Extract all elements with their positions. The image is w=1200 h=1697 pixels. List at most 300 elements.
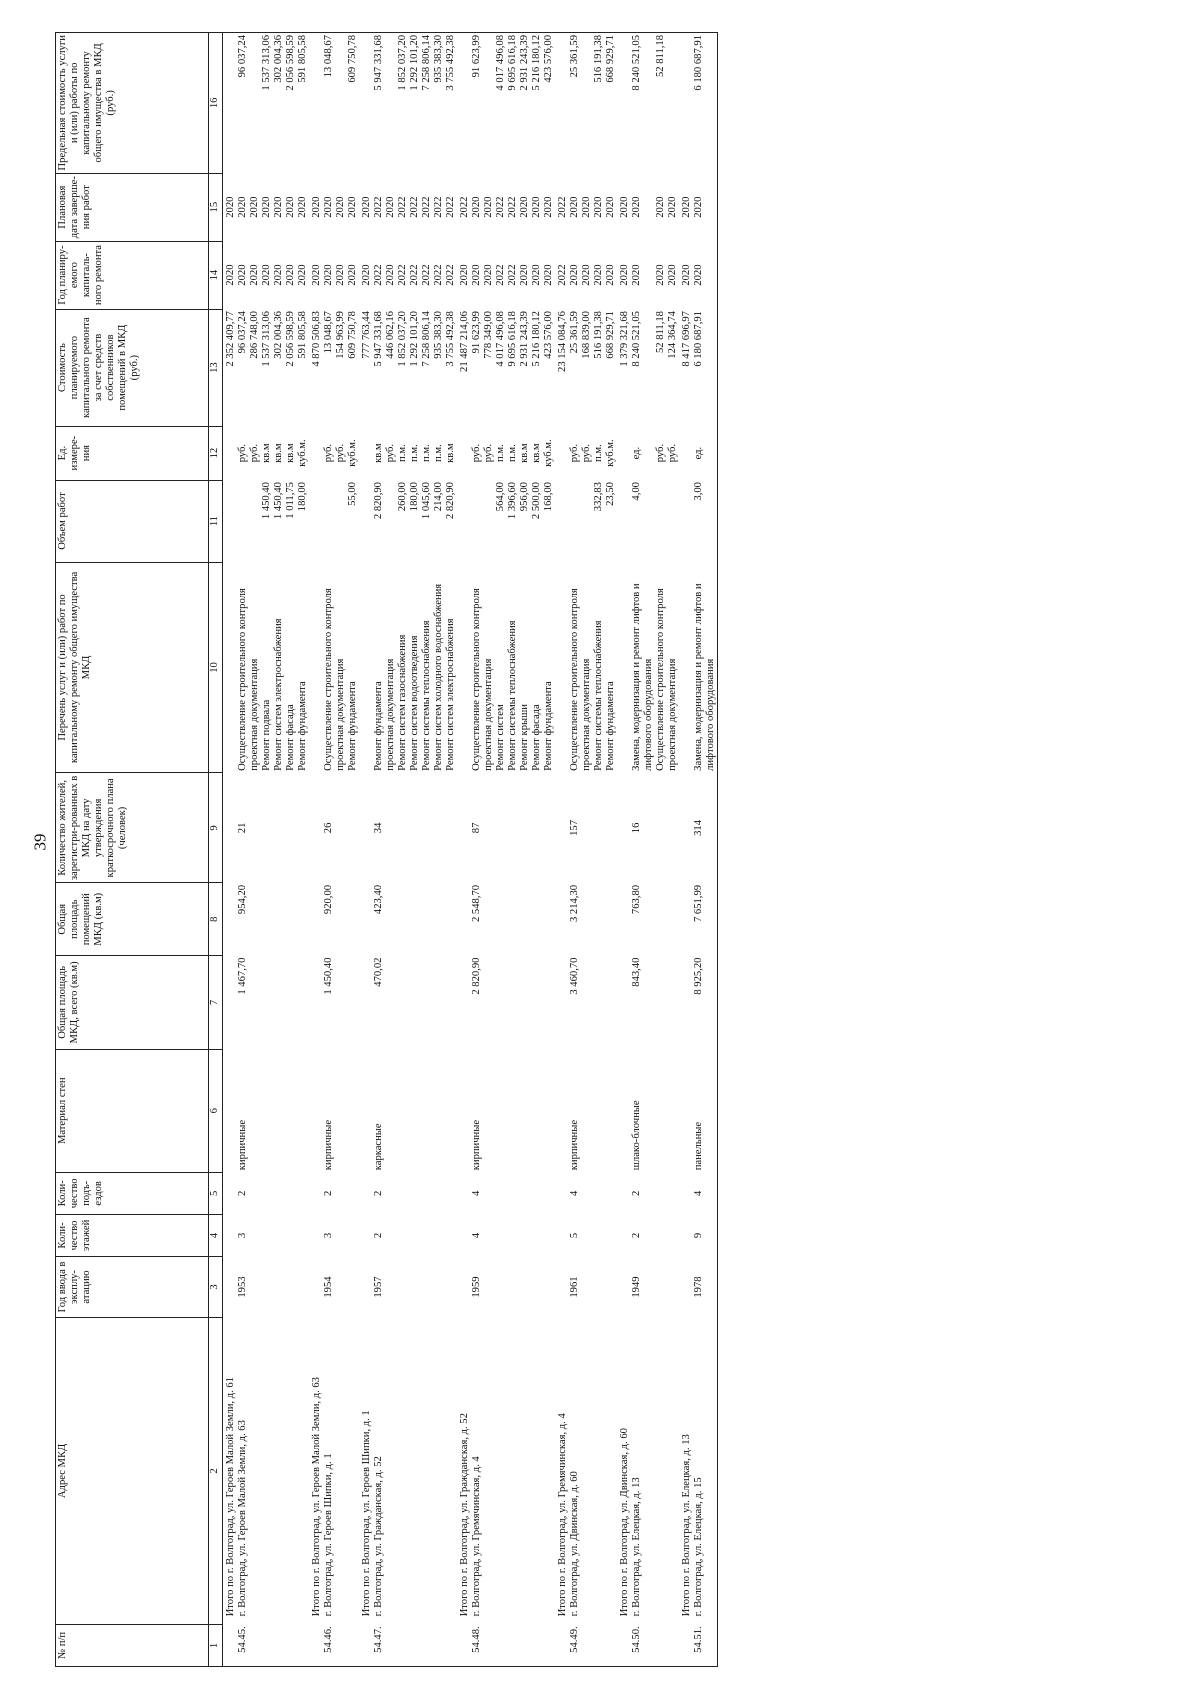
col-header-1: № п/п: [56, 1624, 209, 1666]
address-cell: [655, 1317, 667, 1624]
total-area-cell: [581, 956, 593, 1050]
total-row: [223, 33, 238, 1667]
row-number-cell: 54.48.: [471, 1624, 483, 1666]
work-volume-cell: [555, 480, 569, 562]
repair-year-cell: 2020: [543, 264, 554, 286]
entrance-count-cell: [605, 1172, 617, 1214]
address-cell: г. Волгоград, ул. Гражданская, д. 52: [373, 1456, 384, 1617]
work-item-cell: [457, 562, 471, 773]
completion-date-cell: 2020: [285, 196, 296, 218]
address-cell: [519, 1317, 531, 1624]
row-number-cell: [273, 1624, 285, 1666]
col-header-4: Коли-чество этажей: [56, 1214, 209, 1256]
premises-area-cell: [297, 883, 309, 956]
work-volume-cell: 180,00: [297, 482, 308, 512]
max-cost-cell: 96 037,24: [237, 33, 249, 174]
entrance-count-cell: 2: [631, 1190, 642, 1196]
resident-count-cell: [385, 773, 397, 883]
year-built-cell: [335, 1257, 347, 1318]
resident-count-cell: 26: [323, 822, 334, 834]
premises-area-cell: [223, 883, 238, 956]
repair-year-cell: 2020: [311, 264, 322, 286]
entrance-count-cell: [555, 1172, 569, 1214]
address-cell: [285, 1317, 297, 1624]
premises-area-cell: [385, 883, 397, 956]
max-cost-cell: [679, 33, 693, 174]
work-volume-cell: 4,00: [631, 482, 642, 501]
floor-count-cell: [347, 1214, 359, 1256]
max-cost-cell: [309, 33, 323, 174]
floor-count-cell: [433, 1214, 445, 1256]
max-cost-cell: 2 056 598,59: [285, 33, 297, 174]
row-number-cell: [347, 1624, 359, 1666]
unit-cell: [457, 426, 471, 480]
year-built-cell: 1953: [237, 1276, 248, 1298]
resident-count-cell: [667, 773, 679, 883]
year-built-cell: [531, 1257, 543, 1318]
premises-area-cell: [495, 883, 507, 956]
max-cost-cell: 935 383,30: [433, 33, 445, 174]
completion-date-cell: 2020: [385, 196, 396, 218]
table-row: [569, 33, 581, 1667]
entrance-count-cell: 2: [323, 1190, 334, 1196]
premises-area-cell: [543, 883, 555, 956]
work-item-cell: Ремонт систем электроснабжения: [445, 618, 456, 771]
work-item-cell: Ремонт фундамента: [605, 681, 616, 771]
floor-count-cell: [409, 1214, 421, 1256]
address-cell: [397, 1317, 409, 1624]
max-cost-cell: 2 931 243,39: [519, 33, 531, 174]
work-volume-cell: 23,50: [605, 482, 616, 506]
row-number-cell: [581, 1624, 593, 1666]
wall-material-cell: [581, 1049, 593, 1172]
table-row: [421, 33, 433, 1667]
completion-date-cell: 2020: [631, 196, 642, 218]
year-built-cell: [519, 1257, 531, 1318]
year-built-cell: [617, 1257, 631, 1318]
entrance-count-cell: [519, 1172, 531, 1214]
max-cost-cell: 609 750,78: [347, 33, 359, 174]
year-built-cell: [667, 1257, 679, 1318]
planned-cost-cell: 91 623,99: [471, 311, 482, 354]
resident-count-cell: 157: [569, 819, 580, 836]
total-area-cell: 8 925,20: [693, 956, 718, 1050]
entrance-count-cell: [531, 1172, 543, 1214]
work-item-cell: Ремонт систем холодного водоснабжения: [433, 583, 444, 771]
unit-cell: кв.м: [531, 443, 542, 463]
max-cost-cell: [483, 33, 495, 174]
floor-count-cell: [421, 1214, 433, 1256]
total-area-cell: 1 450,40: [323, 957, 334, 995]
wall-material-cell: кирпичные: [237, 1119, 248, 1171]
entrance-count-cell: [273, 1172, 285, 1214]
address-cell: Итого по г. Волгоград, ул. Героев Малой Земли, д. 63: [311, 1377, 322, 1617]
completion-date-cell: 2020: [237, 196, 248, 218]
entrance-count-cell: [309, 1172, 323, 1214]
col-number: 13: [209, 309, 223, 426]
premises-area-cell: 920,00: [323, 884, 334, 915]
year-built-cell: [249, 1257, 261, 1318]
row-number-cell: 54.47.: [373, 1624, 385, 1666]
work-item-cell: Замена, модернизация и ремонт лифтов и лифтового оборудования: [631, 583, 654, 771]
repair-year-cell: 2020: [285, 264, 296, 286]
entrance-count-cell: 4: [471, 1190, 482, 1196]
address-cell: [507, 1317, 519, 1624]
planned-cost-cell: 154 963,99: [335, 311, 346, 359]
work-volume-cell: [249, 480, 261, 562]
wall-material-cell: панельные: [693, 1049, 718, 1172]
unit-cell: п.м.: [397, 444, 408, 462]
year-built-cell: [309, 1257, 323, 1318]
work-item-cell: [555, 562, 569, 773]
entrance-count-cell: [223, 1172, 238, 1214]
work-item-cell: проектная документация: [249, 658, 260, 771]
wall-material-cell: [483, 1049, 495, 1172]
col-header-2: Адрес МКД: [56, 1317, 209, 1624]
year-built-cell: [605, 1257, 617, 1318]
wall-material-cell: [359, 1049, 373, 1172]
year-built-cell: [397, 1257, 409, 1318]
premises-area-cell: [531, 883, 543, 956]
unit-cell: п.м.: [433, 444, 444, 462]
row-number-cell: [593, 1624, 605, 1666]
unit-cell: кв.м: [373, 443, 384, 463]
table-row: [605, 33, 617, 1667]
premises-area-cell: [555, 883, 569, 956]
total-area-cell: [433, 956, 445, 1050]
unit-cell: руб.: [237, 443, 248, 463]
completion-date-cell: 2020: [693, 173, 718, 241]
floor-count-cell: 9: [693, 1214, 718, 1256]
unit-cell: кв.м: [445, 443, 456, 463]
premises-area-cell: [457, 883, 471, 956]
max-cost-cell: 4 017 496,08: [495, 33, 507, 174]
wall-material-cell: [457, 1049, 471, 1172]
max-cost-cell: 5 947 331,68: [373, 33, 385, 174]
unit-cell: руб.: [581, 443, 592, 463]
premises-area-cell: [655, 883, 667, 956]
completion-date-cell: 2022: [397, 196, 408, 218]
wall-material-cell: [433, 1049, 445, 1172]
max-cost-cell: 302 004,36: [273, 33, 285, 174]
row-number-cell: [667, 1624, 679, 1666]
address-cell: [249, 1317, 261, 1624]
col-header-16: Предельная стоимость услуги и (или) работы по капитальному ремонту общего имущества в МКД (руб.): [56, 33, 209, 174]
resident-count-cell: [519, 773, 531, 883]
address-cell: [421, 1317, 433, 1624]
address-cell: [409, 1317, 421, 1624]
unit-cell: [679, 426, 693, 480]
planned-cost-cell: 2 056 598,59: [285, 311, 296, 367]
table-row: [409, 33, 421, 1667]
repair-year-cell: 2022: [495, 264, 506, 286]
resident-count-cell: [445, 773, 457, 883]
row-number-cell: [483, 1624, 495, 1666]
wall-material-cell: кирпичные: [323, 1119, 334, 1171]
planned-cost-cell: 2 931 243,39: [519, 311, 530, 367]
completion-date-cell: 2020: [581, 196, 592, 218]
max-cost-cell: [385, 33, 397, 174]
entrance-count-cell: [617, 1172, 631, 1214]
unit-cell: кв.м: [285, 443, 296, 463]
premises-area-cell: [593, 883, 605, 956]
entrance-count-cell: [261, 1172, 273, 1214]
completion-date-cell: 2022: [433, 196, 444, 218]
work-volume-cell: [655, 480, 667, 562]
row-number-cell: [679, 1624, 693, 1666]
completion-date-cell: 2020: [543, 196, 554, 218]
address-cell: [335, 1317, 347, 1624]
unit-cell: п.м.: [593, 444, 604, 462]
work-volume-cell: [581, 480, 593, 562]
total-area-cell: [543, 956, 555, 1050]
row-number-cell: 54.45.: [237, 1624, 249, 1666]
max-cost-cell: [249, 33, 261, 174]
year-built-cell: [555, 1257, 569, 1318]
total-area-cell: [593, 956, 605, 1050]
max-cost-cell: 13 048,67: [323, 33, 335, 174]
work-item-cell: [223, 562, 238, 773]
col-header-5: Коли-чество подъ-ездов: [56, 1172, 209, 1214]
total-row: [309, 33, 323, 1667]
entrance-count-cell: [409, 1172, 421, 1214]
work-item-cell: Ремонт систем газоснабжения: [397, 634, 408, 771]
floor-count-cell: [507, 1214, 519, 1256]
col-number: 4: [209, 1214, 223, 1256]
work-item-cell: Ремонт систем электроснабжения: [273, 618, 284, 771]
repair-year-cell: 2020: [569, 264, 580, 286]
row-number-cell: [223, 1624, 238, 1666]
unit-cell: руб.: [335, 443, 346, 463]
total-area-cell: 1 467,70: [237, 957, 248, 995]
table-row: [631, 33, 655, 1667]
planned-cost-cell: 7 258 806,14: [421, 311, 432, 367]
address-cell: [667, 1317, 679, 1624]
premises-area-cell: 954,20: [237, 884, 248, 915]
repair-year-cell: 2020: [297, 264, 308, 286]
row-number-cell: [433, 1624, 445, 1666]
work-volume-cell: [223, 480, 238, 562]
unit-cell: куб.м.: [605, 439, 616, 467]
completion-date-cell: 2020: [225, 196, 236, 218]
year-built-cell: [421, 1257, 433, 1318]
work-item-cell: Ремонт фундамента: [373, 681, 384, 771]
resident-count-cell: [605, 773, 617, 883]
table-row: [655, 33, 667, 1667]
planned-cost-cell: 516 191,38: [593, 311, 604, 359]
table-row: [297, 33, 309, 1667]
repair-year-cell: 2022: [557, 264, 568, 286]
premises-area-cell: [273, 883, 285, 956]
row-number-cell: [531, 1624, 543, 1666]
planned-cost-cell: 286 748,00: [249, 311, 260, 359]
row-number-cell: 54.46.: [323, 1624, 335, 1666]
table-row: [531, 33, 543, 1667]
entrance-count-cell: [359, 1172, 373, 1214]
repair-year-cell: 2020: [471, 264, 482, 286]
address-cell: г. Волгоград, ул. Героев Малой Земли, д. 63: [237, 1420, 248, 1617]
completion-date-cell: 2020: [297, 196, 308, 218]
completion-date-cell: 2022: [495, 196, 506, 218]
work-volume-cell: [237, 480, 249, 562]
resident-count-cell: [347, 773, 359, 883]
work-item-cell: Осуществление строительного контроля: [471, 588, 482, 771]
unit-cell: куб.м.: [347, 439, 358, 467]
repair-year-cell: 2020: [531, 264, 542, 286]
planned-cost-cell: 2 352 409,77: [225, 311, 236, 367]
planned-cost-cell: 6 180 687,91: [693, 309, 718, 426]
floor-count-cell: [385, 1214, 397, 1256]
completion-date-cell: 2020: [323, 196, 334, 218]
resident-count-cell: [483, 773, 495, 883]
work-item-cell: Ремонт системы теплоснабжения: [421, 620, 432, 771]
completion-date-cell: 2020: [569, 196, 580, 218]
repair-year-cell: 2020: [631, 264, 642, 286]
total-area-cell: [249, 956, 261, 1050]
work-item-cell: Ремонт крыши: [519, 704, 530, 771]
planned-cost-cell: 13 048,67: [323, 311, 334, 354]
repair-year-cell: 2022: [421, 264, 432, 286]
wall-material-cell: каркасные: [373, 1123, 384, 1171]
total-area-cell: [605, 956, 617, 1050]
completion-date-cell: 2020: [335, 196, 346, 218]
max-cost-cell: [335, 33, 347, 174]
wall-material-cell: [679, 1049, 693, 1172]
planned-cost-cell: 23 154 084,76: [557, 311, 568, 372]
table-row: [519, 33, 531, 1667]
address-cell: г. Волгоград, ул. Двинская, д. 60: [569, 1471, 580, 1617]
planned-cost-cell: 96 037,24: [237, 311, 248, 354]
col-number: 2: [209, 1317, 223, 1624]
completion-date-cell: 2020: [655, 196, 666, 218]
table-row: [261, 33, 273, 1667]
floor-count-cell: [495, 1214, 507, 1256]
row-number-cell: [261, 1624, 273, 1666]
premises-area-cell: [667, 883, 679, 956]
premises-area-cell: [359, 883, 373, 956]
table-row: [249, 33, 261, 1667]
address-cell: [385, 1317, 397, 1624]
total-area-cell: [445, 956, 457, 1050]
repair-year-cell: 2022: [409, 264, 420, 286]
address-cell: Итого по г. Волгоград, ул. Героев Малой Земли, д. 61: [225, 1377, 236, 1617]
premises-area-cell: [605, 883, 617, 956]
work-item-cell: Ремонт фасада: [285, 704, 296, 771]
table-row: [581, 33, 593, 1667]
total-area-cell: [531, 956, 543, 1050]
work-volume-cell: 2 500,00: [531, 482, 542, 520]
planned-cost-cell: 168 839,00: [581, 311, 592, 359]
work-item-cell: проектная документация: [335, 658, 346, 771]
year-built-cell: [273, 1257, 285, 1318]
completion-date-cell: 2020: [471, 196, 482, 218]
premises-area-cell: [285, 883, 297, 956]
floor-count-cell: [605, 1214, 617, 1256]
year-built-cell: [593, 1257, 605, 1318]
repair-year-cell: 2020: [605, 264, 616, 286]
table-row: [507, 33, 519, 1667]
address-cell: [483, 1317, 495, 1624]
repair-year-cell: 2020: [237, 264, 248, 286]
repair-year-cell: 2020: [335, 264, 346, 286]
repair-year-cell: 2020: [323, 264, 334, 286]
max-cost-cell: [667, 33, 679, 174]
total-row: [679, 33, 693, 1667]
year-built-cell: [507, 1257, 519, 1318]
completion-date-cell: 2020: [667, 196, 678, 218]
repair-year-cell: 2020: [593, 264, 604, 286]
total-area-cell: [285, 956, 297, 1050]
wall-material-cell: [261, 1049, 273, 1172]
entrance-count-cell: [433, 1172, 445, 1214]
row-number-cell: [285, 1624, 297, 1666]
address-cell: [495, 1317, 507, 1624]
work-volume-cell: [323, 480, 335, 562]
col-header-11: Объем работ: [56, 480, 209, 562]
completion-date-cell: 2020: [347, 196, 358, 218]
repair-plan-table: [55, 32, 718, 1667]
repair-year-cell: 2020: [693, 241, 718, 309]
floor-count-cell: [309, 1214, 323, 1256]
address-cell: г. Волгоград, ул. Елецкая, д. 15: [693, 1317, 718, 1624]
wall-material-cell: [397, 1049, 409, 1172]
repair-year-cell: 2020: [655, 264, 666, 286]
max-cost-cell: 423 576,00: [543, 33, 555, 174]
resident-count-cell: 87: [471, 822, 482, 834]
max-cost-cell: 7 258 806,14: [421, 33, 433, 174]
wall-material-cell: [605, 1049, 617, 1172]
total-area-cell: [273, 956, 285, 1050]
work-item-cell: [617, 562, 631, 773]
planned-cost-cell: 8 240 521,05: [631, 311, 642, 367]
work-volume-cell: 214,00: [433, 482, 444, 512]
col-number: 5: [209, 1172, 223, 1214]
col-number: 16: [209, 33, 223, 174]
total-area-cell: [655, 956, 667, 1050]
premises-area-cell: [433, 883, 445, 956]
floor-count-cell: [667, 1214, 679, 1256]
work-volume-cell: [483, 480, 495, 562]
repair-year-cell: 2020: [273, 264, 284, 286]
col-number: 1: [209, 1624, 223, 1666]
year-built-cell: 1954: [323, 1276, 334, 1298]
work-item-cell: Ремонт фундамента: [347, 681, 358, 771]
completion-date-cell: 2020: [519, 196, 530, 218]
floor-count-cell: [655, 1214, 667, 1256]
row-number-cell: [555, 1624, 569, 1666]
wall-material-cell: [223, 1049, 238, 1172]
unit-cell: [359, 426, 373, 480]
resident-count-cell: [679, 773, 693, 883]
max-cost-cell: 52 811,18: [655, 33, 667, 174]
work-volume-cell: 1 045,60: [421, 482, 432, 520]
resident-count-cell: [273, 773, 285, 883]
repair-plan-sheet: [55, 32, 1145, 1667]
premises-area-cell: [581, 883, 593, 956]
repair-year-cell: 2020: [681, 264, 692, 286]
total-area-cell: [483, 956, 495, 1050]
resident-count-cell: [409, 773, 421, 883]
resident-count-cell: [249, 773, 261, 883]
unit-cell: ед.: [631, 446, 642, 460]
resident-count-cell: [531, 773, 543, 883]
year-built-cell: [347, 1257, 359, 1318]
wall-material-cell: [409, 1049, 421, 1172]
unit-cell: куб.м.: [297, 439, 308, 467]
row-number-cell: [249, 1624, 261, 1666]
year-built-cell: [483, 1257, 495, 1318]
premises-area-cell: [409, 883, 421, 956]
